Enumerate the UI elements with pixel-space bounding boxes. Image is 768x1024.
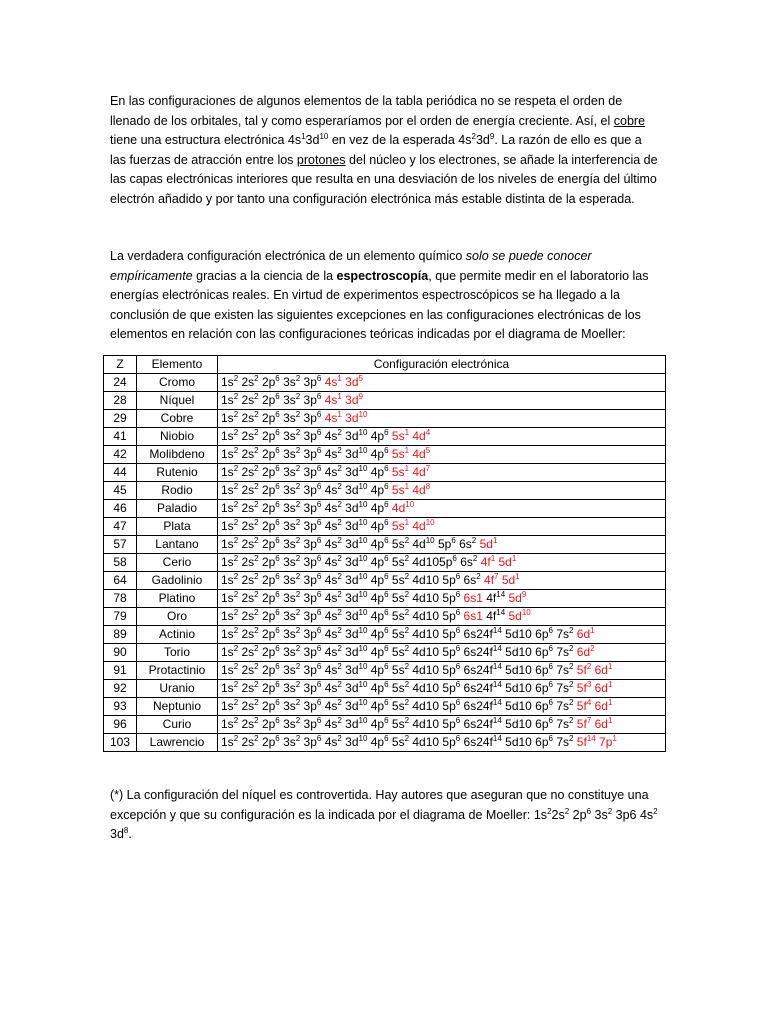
configuration-cell — [218, 554, 666, 572]
element-name-cell: Neptunio — [137, 698, 218, 716]
table-header-row — [104, 356, 666, 374]
element-name-cell: Actinio — [137, 626, 218, 644]
configuration-cell — [218, 500, 666, 518]
config-base: $1s^2$ $2s^2$ $2p^6$ $3s^2$ $3p^6$ $4s^2$ $3d^{10}$ $4p^6$ — [221, 446, 389, 461]
config-base: $1s^2$ $2s^2$ $2p^6$ $3s^2$ $3p^6$ $4s^2$ $3d^{10}$ $4p^6$ $5s^2$ 4d10 $5p^6$ $6s24f^{14}$ 5d10 $6p^6$ $7s^2$ — [221, 662, 574, 677]
config-base: $1s^2$ $2s^2$ $2p^6$ $3s^2$ $3p^6$ $4s^2$ $3d^{10}$ $4p^6$ $5s^2$ 4d10 $5p^6$ $6s24f^{14}$ 5d10 $6p^6$ $7s^2$ — [221, 716, 574, 731]
config-exception: $5f^4$ $6d^1$ — [576, 698, 613, 713]
text-run: , que permite medir en el laboratorio las energías electrónicas reales. En virtud de experimentos espectroscópicos se ha llegado a la conclusión de que existen las siguientes excepciones en las configuraciones electrónicas de los elementos en relación con las configuraciones teóricas indicadas por el diagrama de Moeller: — [110, 268, 649, 341]
configuration-cell — [218, 626, 666, 644]
superscript: 2 — [653, 806, 658, 816]
atomic-number-cell: 93 — [104, 698, 137, 716]
table-row — [104, 446, 666, 464]
table-row — [104, 698, 666, 716]
atomic-number-cell: 46 — [104, 500, 137, 518]
atomic-number-cell: 64 — [104, 572, 137, 590]
config-exception: $5s^1$ $4d^8$ — [391, 482, 431, 497]
text-run: gracias a la ciencia de la — [192, 268, 337, 283]
superscript: 9 — [489, 132, 495, 141]
atomic-number-cell: 78 — [104, 590, 137, 608]
config-exception: $5s^1$ $4d^4$ — [391, 428, 431, 443]
table-row — [104, 626, 666, 644]
config-exception: $5s^1$ $4d^7$ — [391, 464, 431, 479]
element-name-cell: Cromo — [137, 374, 218, 392]
electron-configuration-table — [103, 355, 666, 752]
config-base: $1s^2$ $2s^2$ $2p^6$ $3s^2$ $3p^6$ — [221, 410, 322, 425]
configuration-cell — [218, 446, 666, 464]
superscript: 8 — [123, 826, 129, 835]
table-row — [104, 716, 666, 734]
config-base: $4f^{14}$ — [482, 608, 506, 623]
config-exception: 6s1 — [463, 609, 483, 623]
text-run: solo se puede conocer empíricamente — [110, 249, 592, 283]
superscript: 1 — [301, 132, 306, 141]
config-base: $1s^2$ $2s^2$ $2p^6$ $3s^2$ $3p^6$ $4s^2$ $3d^{10}$ $4p^6$ $5s^2$ 4d10 $5p^6$ $6s24f^{14}$ 5d10 $6p^6$ $7s^2$ — [221, 734, 574, 749]
config-base: $1s^2$ $2s^2$ $2p^6$ $3s^2$ $3p^6$ $4s^2$ $3d^{10}$ $4p^6$ — [221, 482, 389, 497]
atomic-number-cell: 92 — [104, 680, 137, 698]
table-row — [104, 428, 666, 446]
atomic-number-cell: 44 — [104, 464, 137, 482]
config-exception: $4s^1$ $3d^5$ — [324, 374, 363, 389]
text-run: protones — [296, 152, 346, 167]
configuration-cell — [218, 680, 666, 698]
configuration-cell — [218, 410, 666, 428]
superscript: 6 — [586, 806, 592, 816]
text-run: 3d — [475, 133, 490, 147]
table-row — [104, 590, 666, 608]
header-element: Elemento — [137, 356, 218, 374]
atomic-number-cell: 29 — [104, 410, 137, 428]
element-name-cell: Níquel — [137, 392, 218, 410]
config-exception: $4f^1$ $5d^1$ — [480, 554, 517, 569]
configuration-cell — [218, 374, 666, 392]
text-run: 2p — [569, 807, 587, 822]
text-run: tiene una estructura electrónica 4s — [110, 133, 302, 147]
element-name-cell: Rodio — [137, 482, 218, 500]
element-name-cell: Curio — [137, 716, 218, 734]
config-exception: $6d^1$ — [576, 626, 595, 641]
text-run: En las configuraciones de algunos elementos de la tabla periódica no se respeta el orden de llenado de los orbitales, tal y como esperaríamos por el orden de energía creciente. Así, el — [110, 94, 623, 128]
table-row — [104, 374, 666, 392]
configuration-cell — [218, 698, 666, 716]
configuration-cell — [218, 464, 666, 482]
element-name-cell: Cerio — [137, 554, 218, 572]
table-row — [104, 392, 666, 410]
header-z: Z — [104, 356, 137, 374]
config-exception: $5f^3$ $6d^1$ — [576, 680, 613, 695]
configuration-cell — [218, 662, 666, 680]
element-name-cell: Lantano — [137, 536, 218, 554]
intro-paragraph — [110, 92, 660, 209]
config-base: $1s^2$ $2s^2$ $2p^6$ $3s^2$ $3p^6$ $4s^2$ $3d^{10}$ $4p^6$ — [221, 518, 389, 533]
table-row — [104, 608, 666, 626]
config-base: $1s^2$ $2s^2$ $2p^6$ $3s^2$ $3p^6$ $4s^2$ $3d^{10}$ $4p^6$ $5s^2$ $4d^{10}$ $5p^6$ $6s^2$ — [221, 536, 477, 551]
element-name-cell: Oro — [137, 608, 218, 626]
text-run: . La razón de ello es que a las fuerzas de atracción entre los — [110, 133, 642, 167]
element-name-cell: Niobio — [137, 428, 218, 446]
table-row — [104, 464, 666, 482]
table-row — [104, 644, 666, 662]
text-run: cobre — [613, 113, 646, 128]
config-base: $4f^{14}$ — [482, 590, 506, 605]
config-base: $1s^2$ $2s^2$ $2p^6$ $3s^2$ $3p^6$ $4s^2$ $3d^{10}$ $4p^6$ $5s^2$ 4d10 $5p^6$ $6s^2$ — [221, 572, 481, 587]
configuration-cell — [218, 572, 666, 590]
config-exception: $4s^1$ $3d^9$ — [324, 392, 363, 407]
table-row — [104, 662, 666, 680]
configuration-cell — [218, 536, 666, 554]
element-name-cell: Plata — [137, 518, 218, 536]
text-run: espectroscopía — [336, 268, 429, 283]
configuration-cell — [218, 392, 666, 410]
configuration-cell — [218, 428, 666, 446]
table-row — [104, 482, 666, 500]
atomic-number-cell: 90 — [104, 644, 137, 662]
atomic-number-cell: 89 — [104, 626, 137, 644]
config-base: $1s^2$ $2s^2$ $2p^6$ $3s^2$ $3p^6$ $4s^2$ $3d^{10}$ $4p^6$ — [221, 500, 389, 515]
superscript: 10 — [319, 132, 329, 141]
text-run: La verdadera configuración electrónica de un elemento químico — [110, 249, 466, 263]
configuration-cell — [218, 518, 666, 536]
element-name-cell: Lawrencio — [137, 734, 218, 752]
element-name-cell: Uranio — [137, 680, 218, 698]
config-base: $1s^2$ $2s^2$ $2p^6$ $3s^2$ $3p^6$ $4s^2$ $3d^{10}$ $4p^6$ $5s^2$ 4d10 $5p^6$ $6s24f^{14}$ 5d10 $6p^6$ $7s^2$ — [221, 644, 574, 659]
config-base: $1s^2$ $2s^2$ $2p^6$ $3s^2$ $3p^6$ — [221, 392, 322, 407]
config-exception: $4f^7$ $5d^1$ — [484, 572, 520, 587]
spectroscopy-paragraph — [110, 247, 660, 345]
footnote-paragraph — [110, 786, 660, 845]
config-base: $1s^2$ $2s^2$ $2p^6$ $3s^2$ $3p^6$ $4s^2$ $3d^{10}$ $4p^6$ — [221, 428, 389, 443]
table-row — [104, 572, 666, 590]
text-run: 3d — [110, 827, 124, 841]
config-base: $1s^2$ $2s^2$ $2p^6$ $3s^2$ $3p^6$ $4s^2$ $3d^{10}$ $4p^6$ $5s^2$ 4d10 $5p^6$ $6s24f^{14}$ 5d10 $6p^6$ $7s^2$ — [221, 680, 574, 695]
element-name-cell: Rutenio — [137, 464, 218, 482]
atomic-number-cell: 41 — [104, 428, 137, 446]
atomic-number-cell: 42 — [104, 446, 137, 464]
config-base: $1s^2$ $2s^2$ $2p^6$ $3s^2$ $3p^6$ — [221, 374, 322, 389]
element-name-cell: Cobre — [137, 410, 218, 428]
config-base: $1s^2$ $2s^2$ $2p^6$ $3s^2$ $3p^6$ $4s^2$ $3d^{10}$ $4p^6$ $5s^2$ 4d10 $5p^6$ $6s24f^{14}$ 5d10 $6p^6$ $7s^2$ — [221, 626, 574, 641]
text-run: 3s — [591, 807, 608, 822]
config-exception: $5d^9$ — [508, 590, 527, 605]
atomic-number-cell: 58 — [104, 554, 137, 572]
atomic-number-cell: 28 — [104, 392, 137, 410]
configuration-cell — [218, 734, 666, 752]
superscript: 2 — [607, 806, 613, 816]
config-exception: $5d^1$ — [479, 536, 498, 551]
header-config: Configuración electrónica — [218, 356, 666, 374]
atomic-number-cell: 24 — [104, 374, 137, 392]
table-row — [104, 410, 666, 428]
config-exception: $4d^{10}$ — [391, 500, 415, 515]
atomic-number-cell: 96 — [104, 716, 137, 734]
atomic-number-cell: 45 — [104, 482, 137, 500]
element-name-cell: Torio — [137, 644, 218, 662]
table-row — [104, 500, 666, 518]
text-run: . — [128, 827, 132, 841]
config-exception: $5f^2$ $6d^1$ — [576, 662, 613, 677]
config-base: $1s^2$ $2s^2$ $2p^6$ $3s^2$ $3p^6$ $4s^2$ $3d^{10}$ $4p^6$ $5s^2$ $4d105p^6$ $6s^2$ — [221, 554, 478, 569]
element-name-cell: Protactinio — [137, 662, 218, 680]
element-name-cell: Paladio — [137, 500, 218, 518]
table-row — [104, 680, 666, 698]
table-row — [104, 518, 666, 536]
config-exception: 6s1 — [463, 591, 483, 605]
config-base: $1s^2$ $2s^2$ $2p^6$ $3s^2$ $3p^6$ $4s^2$ $3d^{10}$ $4p^6$ — [221, 464, 389, 479]
atomic-number-cell: 91 — [104, 662, 137, 680]
element-name-cell: Platino — [137, 590, 218, 608]
superscript: 2 — [564, 806, 570, 816]
table-row — [104, 536, 666, 554]
superscript: 2 — [471, 132, 476, 141]
config-exception: $5d^{10}$ — [508, 608, 531, 623]
atomic-number-cell: 103 — [104, 734, 137, 752]
element-name-cell: Gadolinio — [137, 572, 218, 590]
atomic-number-cell: 47 — [104, 518, 137, 536]
configuration-cell — [218, 482, 666, 500]
table-row — [104, 734, 666, 752]
text-run: del núcleo y los electrones, se añade la interferencia de las capas electrónicas interiores que resulta en una desviación de los niveles de energía del último electrón añadido y por tanto una configuración electrónica más estable distinta de la esperada. — [110, 152, 658, 206]
element-name-cell: Molibdeno — [137, 446, 218, 464]
text-run: 3p6 4s — [612, 807, 654, 822]
atomic-number-cell: 79 — [104, 608, 137, 626]
table-row — [104, 554, 666, 572]
text-run: (*) La configuración del níquel es controvertida. Hay autores que aseguran que no constituye una excepción y que su configuración es la indicada por el diagrama de Moeller: 1s — [110, 788, 649, 822]
text-run: 2s — [551, 807, 565, 822]
atomic-number-cell: 57 — [104, 536, 137, 554]
config-base: $1s^2$ $2s^2$ $2p^6$ $3s^2$ $3p^6$ $4s^2$ $3d^{10}$ $4p^6$ $5s^2$ 4d10 $5p^6$ — [221, 590, 461, 605]
superscript: 2 — [547, 806, 552, 816]
configuration-cell — [218, 590, 666, 608]
config-exception: $5f^{14}$ $7p^1$ — [576, 734, 617, 749]
configuration-cell — [218, 608, 666, 626]
config-base: $1s^2$ $2s^2$ $2p^6$ $3s^2$ $3p^6$ $4s^2$ $3d^{10}$ $4p^6$ $5s^2$ 4d10 $5p^6$ $6s24f^{14}$ 5d10 $6p^6$ $7s^2$ — [221, 698, 574, 713]
config-exception: $5f^7$ $6d^1$ — [576, 716, 613, 731]
config-exception: $6d^2$ — [576, 644, 595, 659]
config-exception: $4s^1$ $3d^{10}$ — [324, 410, 368, 425]
config-exception: $5s^1$ $4d^5$ — [391, 446, 431, 461]
text-run: 3d — [305, 133, 320, 147]
text-run: en vez de la esperada 4s — [328, 133, 472, 147]
configuration-cell — [218, 644, 666, 662]
configuration-cell — [218, 716, 666, 734]
config-exception: $5s^1$ $4d^{10}$ — [391, 518, 435, 533]
config-base: $1s^2$ $2s^2$ $2p^6$ $3s^2$ $3p^6$ $4s^2$ $3d^{10}$ $4p^6$ $5s^2$ 4d10 $5p^6$ — [221, 608, 461, 623]
